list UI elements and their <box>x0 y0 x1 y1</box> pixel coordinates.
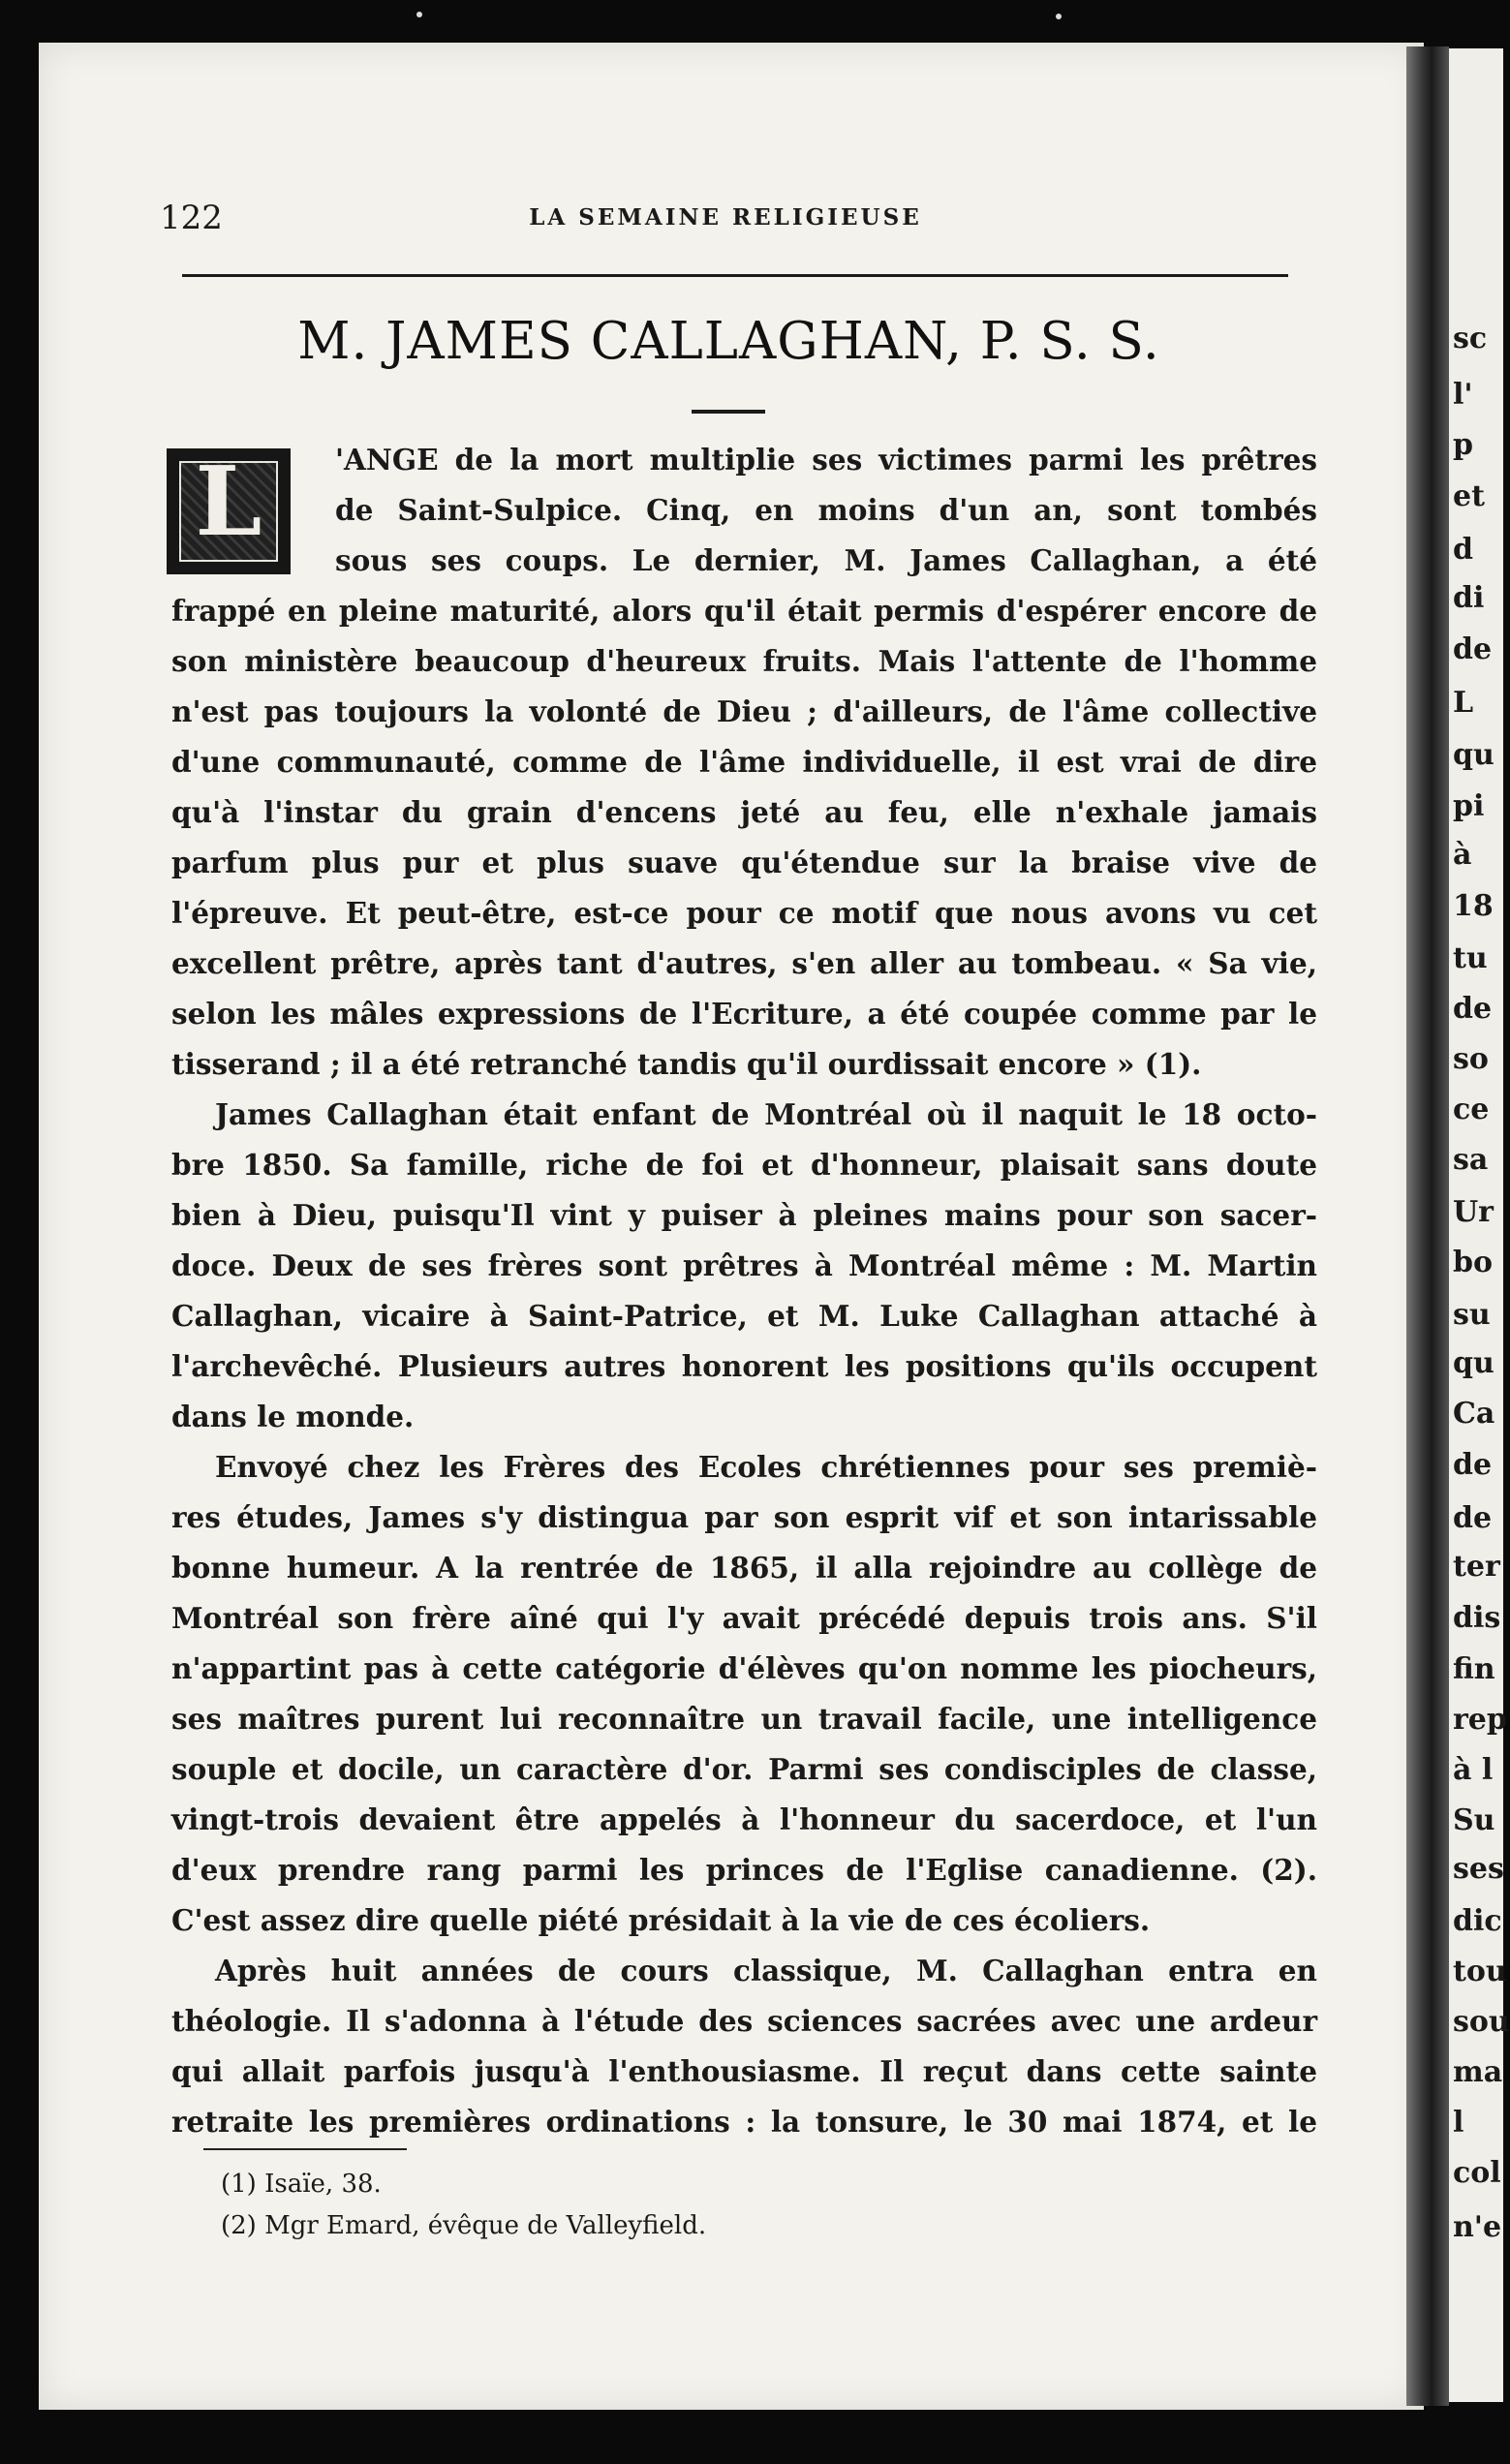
adjacent-page-fragment: ses <box>1453 1852 1504 1886</box>
text-line: parfum plus pur et plus suave qu'étendue sur la braise vive de <box>171 846 1317 879</box>
adjacent-page-fragment: de <box>1453 1501 1493 1535</box>
adjacent-page-fragment: tu <box>1453 941 1488 975</box>
text-line: qui allait parfois jusqu'à l'enthousiasme. Il reçut dans cette sainte <box>171 2054 1317 2088</box>
text-line: tisserand ; il a été retranché tandis qu'il ourdissait encore » (1). <box>171 1047 1202 1081</box>
footnote: (1) Isaïe, 38. <box>221 2170 382 2199</box>
dust-speck <box>1056 14 1062 19</box>
adjacent-page-fragment: so <box>1453 1042 1489 1076</box>
text-line: Après huit années de cours classique, M. Callaghan entra en <box>215 1954 1317 1987</box>
text-line: res études, James s'y distingua par son esprit vif et son intarissable <box>171 1500 1317 1534</box>
text-line: ses maîtres purent lui reconnaître un travail facile, une intelligence <box>171 1702 1317 1736</box>
adjacent-page-fragment: dis <box>1453 1601 1501 1635</box>
adjacent-page-fragment: rep <box>1453 1703 1507 1737</box>
adjacent-page-fragment: 18 <box>1453 889 1494 923</box>
text-line: théologie. Il s'adonna à l'étude des sciences sacrées avec une ardeur <box>171 2004 1317 2038</box>
adjacent-page-fragment: de <box>1453 992 1493 1026</box>
adjacent-page-fragment: bo <box>1453 1246 1493 1279</box>
text-line: bonne humeur. A la rentrée de 1865, il alla rejoindre au collège de <box>171 1551 1317 1585</box>
drop-cap-ornament <box>167 448 291 574</box>
text-line: l'épreuve. Et peut-être, est-ce pour ce motif que nous avons vu cet <box>171 896 1317 930</box>
text-line: bien à Dieu, puisqu'Il vint y puiser à pleines mains pour son sacer- <box>171 1198 1317 1232</box>
adjacent-page-fragment: sou <box>1453 2005 1510 2039</box>
text-line: n'est pas toujours la volonté de Dieu ; d'ailleurs, de l'âme collective <box>171 694 1317 728</box>
adjacent-page-fragment: col <box>1453 2156 1501 2190</box>
text-line: son ministère beaucoup d'heureux fruits. Mais l'attente de l'homme <box>171 644 1317 678</box>
adjacent-page-fragment: Ca <box>1453 1397 1495 1431</box>
adjacent-page-fragment: n'e <box>1453 2210 1502 2244</box>
running-title: LA SEMAINE RELIGIEUSE <box>529 204 922 231</box>
text-line: sous ses coups. Le dernier, M. James Callaghan, a été <box>335 543 1317 577</box>
header-rule <box>182 274 1288 277</box>
text-line: n'appartint pas à cette catégorie d'élèves qu'on nomme les piocheurs, <box>171 1651 1317 1685</box>
adjacent-page-fragment: à l <box>1453 1753 1494 1787</box>
adjacent-page-fragment: de <box>1453 1448 1493 1482</box>
text-line: retraite les premières ordinations : la tonsure, le 30 mai 1874, et le <box>171 2105 1317 2139</box>
page-number: 122 <box>160 199 223 237</box>
adjacent-page-fragment: sa <box>1453 1143 1489 1177</box>
running-head <box>160 199 1291 245</box>
book-spine-shadow <box>1406 46 1449 2406</box>
adjacent-page-fragment: l <box>1453 2106 1464 2140</box>
text-line: de Saint-Sulpice. Cinq, en moins d'un an, sont tombés <box>335 493 1317 527</box>
adjacent-page-fragment: l' <box>1453 378 1473 412</box>
text-line: vingt-trois devaient être appelés à l'honneur du sacerdoce, et l'un <box>171 1802 1317 1836</box>
text-line: excellent prêtre, après tant d'autres, s'en aller au tombeau. « Sa vie, <box>171 946 1317 980</box>
adjacent-page-edge <box>1449 48 1510 2402</box>
text-line: dans le monde. <box>171 1400 415 1433</box>
text-line: Callaghan, vicaire à Saint-Patrice, et M. Luke Callaghan attaché à <box>171 1299 1317 1333</box>
adjacent-page-fragment: Ur <box>1453 1195 1494 1229</box>
adjacent-page-fragment: su <box>1453 1298 1491 1332</box>
text-line: souple et docile, un caractère d'or. Parmi ses condisciples de classe, <box>171 1752 1317 1786</box>
adjacent-page-fragment: ce <box>1453 1093 1490 1126</box>
adjacent-page-fragment: qu <box>1453 1346 1495 1380</box>
text-line: selon les mâles expressions de l'Ecriture, a été coupée comme par le <box>171 997 1317 1031</box>
text-line: Envoyé chez les Frères des Ecoles chrétiennes pour ses premiè- <box>215 1450 1317 1484</box>
drop-cap-letter: L <box>195 447 262 558</box>
adjacent-page-fragment: fin <box>1453 1652 1495 1686</box>
adjacent-page-fragment: de <box>1453 632 1493 666</box>
text-line: d'eux prendre rang parmi les princes de l'Eglise canadienne. (2). <box>171 1853 1317 1887</box>
footnote-rule <box>203 2148 407 2150</box>
text-line: qu'à l'instar du grain d'encens jeté au feu, elle n'exhale jamais <box>171 795 1317 829</box>
adjacent-page-fragment: dic <box>1453 1904 1502 1938</box>
title-dash <box>692 410 765 414</box>
adjacent-page-fragment: d <box>1453 533 1473 567</box>
adjacent-page-fragment: et <box>1453 479 1485 513</box>
text-line: 'ANGE de la mort multiplie ses victimes parmi les prêtres <box>335 443 1317 477</box>
adjacent-page-fragment: à <box>1453 838 1472 872</box>
text-line: d'une communauté, comme de l'âme individuelle, il est vrai de dire <box>171 745 1317 779</box>
adjacent-page-fragment: L <box>1453 686 1474 720</box>
text-line: frappé en pleine maturité, alors qu'il était permis d'espérer encore de <box>171 594 1317 628</box>
adjacent-page-fragment: p <box>1453 428 1473 462</box>
adjacent-page-fragment: tou <box>1453 1955 1507 1988</box>
text-line: C'est assez dire quelle piété présidait à la vie de ces écoliers. <box>171 1903 1151 1937</box>
footnote: (2) Mgr Emard, évêque de Valleyfield. <box>221 2211 707 2240</box>
adjacent-page-fragment: qu <box>1453 738 1495 772</box>
dust-speck <box>416 12 422 17</box>
text-line: doce. Deux de ses frères sont prêtres à Montréal même : M. Martin <box>171 1248 1317 1282</box>
text-line: l'archevêché. Plusieurs autres honorent les positions qu'ils occupent <box>171 1349 1317 1383</box>
text-line: Montréal son frère aîné qui l'y avait précédé depuis trois ans. S'il <box>171 1601 1317 1635</box>
text-line: James Callaghan était enfant de Montréal où il naquit le 18 octo- <box>215 1097 1317 1131</box>
text-line: bre 1850. Sa famille, riche de foi et d'honneur, plaisait sans doute <box>171 1148 1317 1182</box>
article-title: M. JAMES CALLAGHAN, P. S. S. <box>297 312 1160 371</box>
adjacent-page-fragment: ma <box>1453 2055 1503 2089</box>
adjacent-page-fragment: ter <box>1453 1550 1500 1584</box>
adjacent-page-fragment: di <box>1453 581 1485 615</box>
adjacent-page-fragment: pi <box>1453 789 1485 823</box>
adjacent-page-fragment: Su <box>1453 1803 1495 1837</box>
adjacent-page-fragment: sc <box>1453 322 1488 355</box>
